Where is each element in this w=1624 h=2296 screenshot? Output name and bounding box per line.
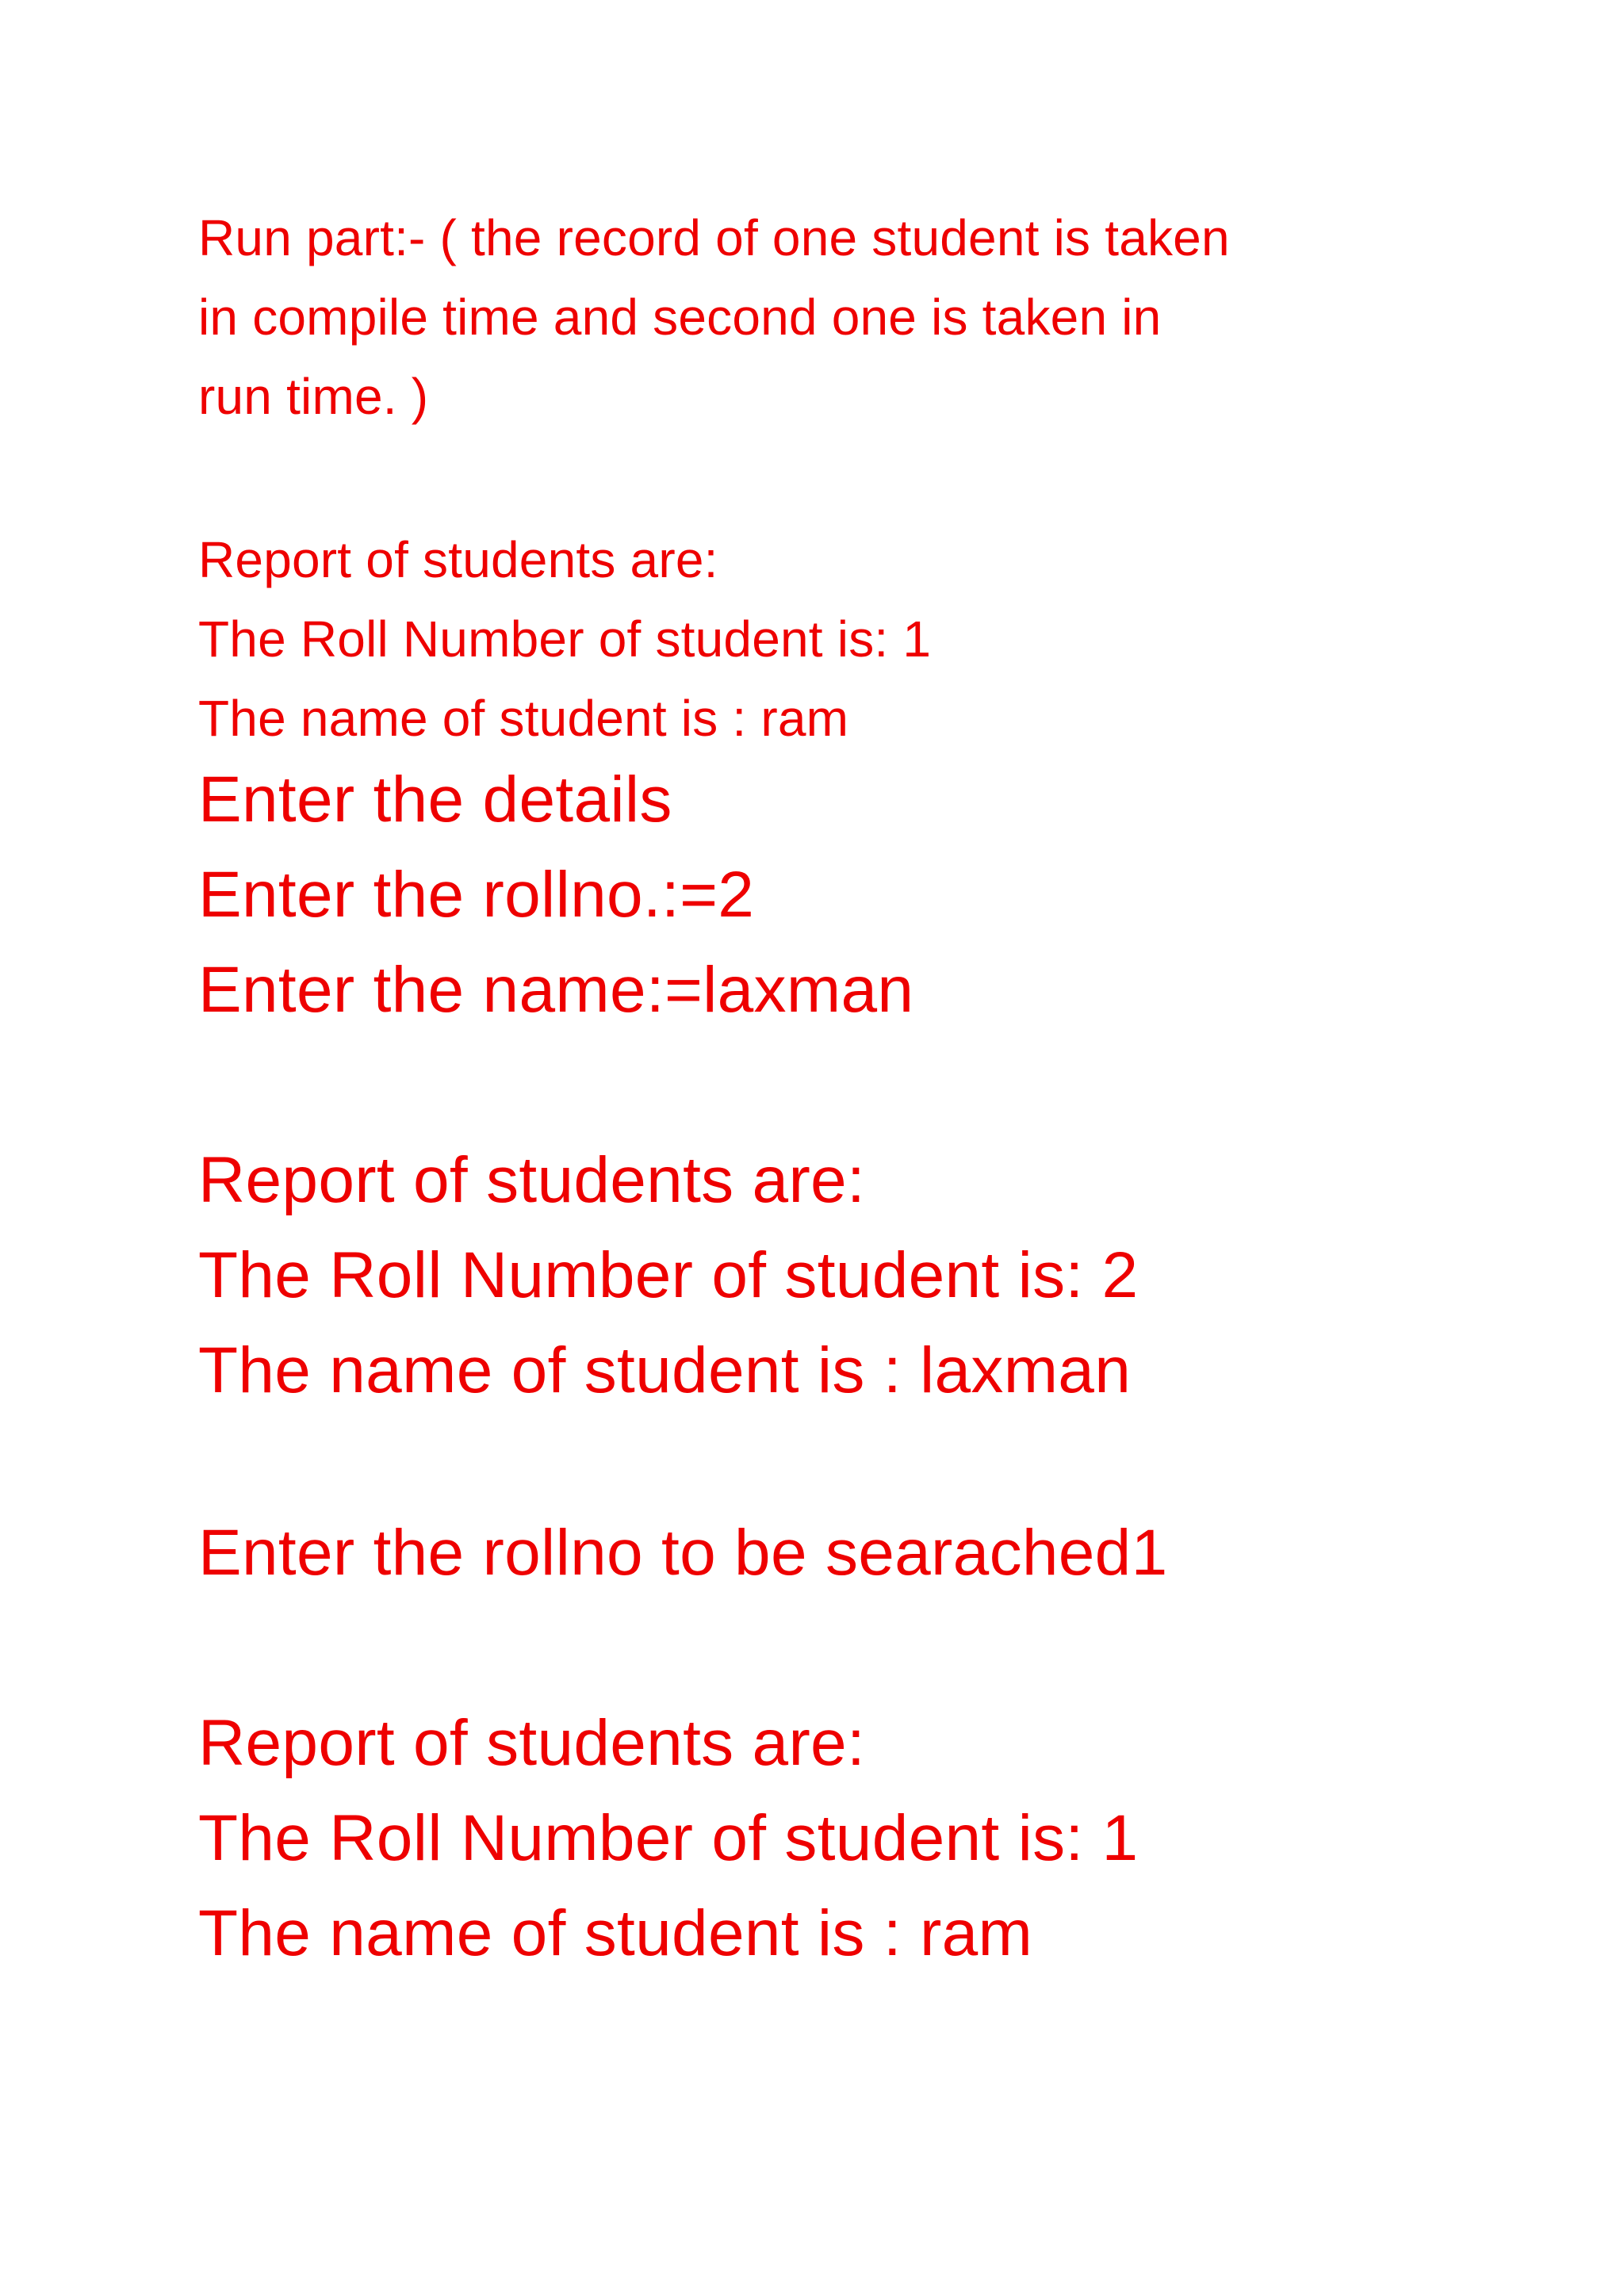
search-prompt: Enter the rollno to be searached1: [198, 1517, 1168, 1589]
search-result-heading: Report of students are:: [198, 1707, 866, 1779]
details-prompt: Enter the details: [198, 763, 672, 836]
first-report-heading: Report of students are:: [198, 531, 718, 588]
rollno-prompt: Enter the rollno.:=2: [198, 859, 755, 931]
search-result-name-line: The name of student is : ram: [198, 1897, 1033, 1969]
first-report-name-line: The name of student is : ram: [198, 690, 849, 747]
second-report-heading: Report of students are:: [198, 1144, 866, 1216]
intro-line-1: Run part:- ( the record of one student is taken: [198, 209, 1230, 266]
first-report-roll-line: The Roll Number of student is: 1: [198, 610, 932, 668]
second-report-roll-line: The Roll Number of student is: 2: [198, 1239, 1139, 1311]
second-report-name-line: The name of student is : laxman: [198, 1334, 1132, 1406]
search-result-roll-line: The Roll Number of student is: 1: [198, 1802, 1139, 1874]
intro-line-3: run time. ): [198, 368, 429, 425]
name-prompt: Enter the name:=laxman: [198, 954, 914, 1026]
intro-line-2: in compile time and second one is taken in: [198, 289, 1162, 346]
